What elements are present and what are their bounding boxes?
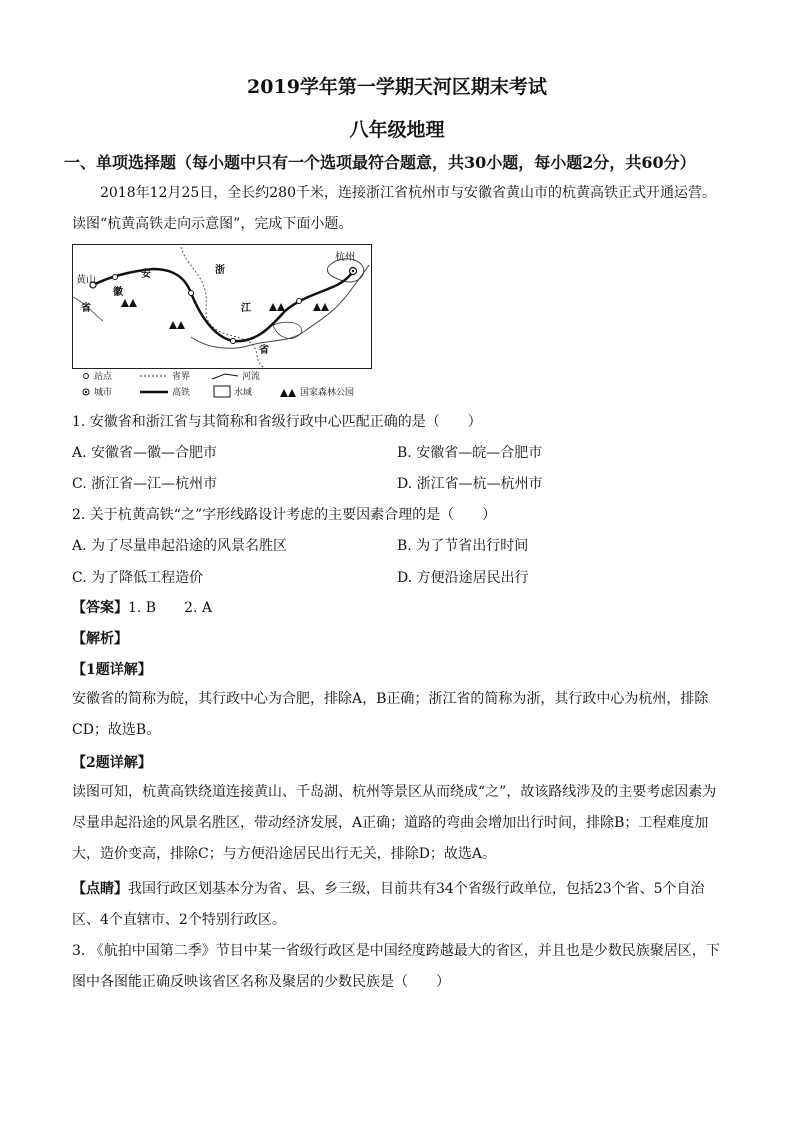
question-3-stem: 3. 《航拍中国第二季》节目中某一省级行政区是中国经度跨越最大的省区，并且也是少数民族聚居区，下图中各图能正确反映该省区名称及聚居的少数民族是（ ） <box>72 943 720 990</box>
section-heading: 一、单项选择题（每小题中只有一个选项最符合题意，共30小题，每小题2分，共60分） <box>64 153 696 172</box>
legend-park: 国家森林公园 <box>300 388 355 398</box>
detail-2-text: 读图可知，杭黄高铁绕道连接黄山、千岛湖、杭州等景区从而绕成“之”，故该路线涉及的主要考虑因素为尽量串起沿途的风景名胜区，带动经济发展，A正确；道路的弯曲会增加出行时间，排除B；工程难度加大，造价变高，排除C；与方便沿途居民出行无关，排除D；故选A。 <box>72 784 717 862</box>
city-dot <box>352 270 354 272</box>
park-icon <box>269 303 285 311</box>
station <box>189 291 194 296</box>
q1-option-a: A. 安徽省—徽—合肥市 <box>72 445 218 461</box>
question-2-stem: 2. 关于杭黄高铁“之”字形线路设计考虑的主要因素合理的是（ ） <box>72 507 497 523</box>
park-icon <box>313 303 329 311</box>
station <box>113 275 118 280</box>
legend-river: 河流 <box>242 372 261 382</box>
answer-label: 【答案】 <box>72 600 128 616</box>
answer-value: 1. B 2. A <box>128 600 213 616</box>
q2-option-c: C. 为了降低工程造价 <box>72 570 204 586</box>
legend-city-dot <box>85 391 87 393</box>
legend-rail: 高铁 <box>172 388 191 398</box>
label-sheng-left: 省 <box>81 303 91 314</box>
railway-map-drawing <box>73 245 371 368</box>
legend-drawing <box>80 370 380 400</box>
answer-line <box>72 597 212 617</box>
q2-option-d: D. 方便沿途居民出行 <box>397 570 529 586</box>
station <box>231 339 236 344</box>
analysis-label: 【解析】 <box>72 631 128 647</box>
question-1-stem: 1. 安徽省和浙江省与其简称和省级行政中心匹配正确的是（ ） <box>72 414 482 430</box>
legend-city: 城市 <box>94 388 113 398</box>
q1-option-c: C. 浙江省—江—杭州市 <box>72 476 218 492</box>
legend-river-icon <box>212 374 238 379</box>
label-hangzhou: 杭州 <box>335 252 355 263</box>
exam-title: 2019学年第一学期天河区期末考试 <box>247 76 547 98</box>
exam-subtitle: 八年级地理 <box>349 119 445 141</box>
label-zhe: 浙 <box>215 265 225 276</box>
legend-water: 水域 <box>234 388 253 398</box>
legend-station: 站点 <box>94 372 113 382</box>
legend-station-icon <box>84 374 89 379</box>
station <box>297 299 302 304</box>
tip-label: 【点睛】 <box>72 881 128 897</box>
label-hui: 徽 <box>113 287 123 298</box>
q2-option-b: B. 为了节省出行时间 <box>397 538 529 554</box>
railway-map <box>72 244 372 369</box>
tip-paragraph <box>72 874 722 936</box>
legend-park-icon <box>280 389 296 397</box>
tip-text: 我国行政区划基本分为省、县、乡三级，目前共有34个省级行政单位，包括23个省、5个自治区、4个直辖市、2个特别行政区。 <box>72 881 705 928</box>
intro-paragraph: 2018年12月25日，全长约280千米，连接浙江省杭州市与安徽省黄山市的杭黄高铁正式开通运营。读图“杭黄高铁走向示意图”，完成下面小题。 <box>72 185 716 232</box>
q1-option-b: B. 安徽省—皖—合肥市 <box>397 445 543 461</box>
legend-boundary: 省界 <box>172 372 191 382</box>
legend-water-icon <box>214 386 230 397</box>
label-huangshan: 黄山 <box>76 275 96 286</box>
q2-option-a: A. 为了尽量串起沿途的风景名胜区 <box>72 538 288 554</box>
detail-2-label: 【2题详解】 <box>72 755 152 771</box>
water-body-2 <box>273 322 302 338</box>
q1-option-d: D. 浙江省—杭—杭州市 <box>397 476 543 492</box>
park-icon <box>169 321 185 329</box>
detail-1-text: 安徽省的简称为皖，其行政中心为合肥，排除A，B正确；浙江省的简称为浙，其行政中心为杭州，排除CD；故选B。 <box>72 691 709 738</box>
label-jiang: 江 <box>241 303 251 314</box>
map-legend <box>80 370 380 400</box>
label-sheng-right: 省 <box>259 345 269 356</box>
label-an: 安 <box>141 269 151 280</box>
park-icon <box>121 299 137 307</box>
detail-1-label: 【1题详解】 <box>72 662 152 678</box>
